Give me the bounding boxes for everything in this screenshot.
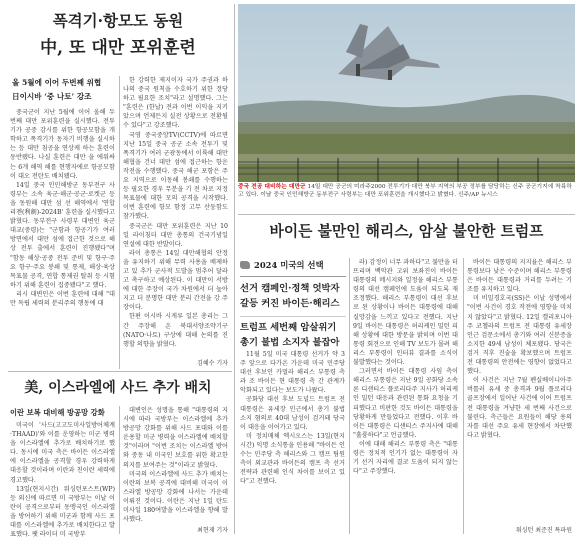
story2-sub-1: 선거 캠페인·정책 엇박자 [240,283,340,294]
paragraph: 미국이 '사드(고고도미사일방어체계·THAAD)'와 이를 운영하는 미군 병력을 이스라엘에 추가로 배치하기로 했다. 동시에 미국 측은 바이든 이스라엘에 이스라엘을 공격할 경우 강력하게 대응할 것이라며 이란과 친이란 세력에 경고했다. [10,422,115,484]
story3-column-2 [123,406,228,524]
sub-divider [240,316,346,317]
paragraph: 14일 중국 인민해방군 동부전구 사령부는 소속 육군·해군·공군·로켓군 등을 동원해 대만 섬 선 해역에서 '연합 리젠(利劍)-2024B' 훈련을 실시했다고 밝혔다. 동부전구 사령부 대변인 육군 대교(중령)는 "군함과 항공기가 여러 방면에서 대만 섬에 접근한 것으로 해상 전투 출에서 훈련이 진행됐다"며 "함동 해상·공중 전투 준비 및 항구·주요 항구·주요 봉쇄 및 통제, 해상·육상 목표물 공격, 연합 통제권 탈취 등 시험하기 위해 훈련이 집중됐다"고 했다. [10,181,115,289]
story3-headline: 美, 이스라엘에 사드 추가 배치 [24,380,212,396]
section-divider [8,371,232,372]
story2-column-1 [240,350,345,533]
news-photo [238,4,575,182]
story3-column-1 [10,421,115,539]
story1-column-1 [10,108,115,366]
story2-byline: 워싱턴 최준진 특파원 [516,527,572,534]
paragraph: 리시 대변인은 이번 훈련에 대해 "대만 독립 세력의 분리주의 행동에 대 [10,290,115,307]
story3-subheading: 이란 보복 대비해 방공망 강화 [10,408,105,417]
photo-caption [238,183,575,209]
paragraph: 중국군은 대만 포위훈련은 지난 10일 라이칭더 대만 총통의 건국기념일 연설에 대한 반발이다. [123,222,228,248]
jet-landing-photo [238,4,575,182]
story1-byline: 김혜수 기자 [197,360,228,367]
column-divider [463,258,464,534]
story3-byline: 최현재 기자 [197,527,228,534]
story2-column-3 [467,258,572,522]
caption-lead: 중국 전공 대비하는 대만군 [238,184,306,190]
story1-headline-line1: 폭격기·항모도 동원 [52,11,184,30]
story2-sub-3: 트럼프 세번째 암살위기 [240,322,337,333]
us-map-icon [240,261,250,269]
caption-text: 14일 대만 공군의 미라주2000 전투기가 대만 북부 지역의 부공 정부를 담당하는 신주 공군기지에 착륙하고 있다. 이날 중국 인민해방군 동부전구 사령부는 대만 포위훈련을 개시했다고 밝혔다. [238,184,572,199]
paragraph: 11월 5일 미국 대통령 선거가 약 3주 앞으로 다가온 가운데 미국 민주당 대선 후보인 카멀라 해리스 부통령 측과 조 바이든 현 대통령 측 간 관계가 악화되고 있다는 보도가 나왔다. [240,351,345,395]
story2-column-2 [353,258,458,533]
paragraph: 공화당 대선 후보 도널드 트럼프 전 대통령은 유세장 인근에서 총기 불법 소지 혐의로 40대 남성이 검거돼 당국이 대응을 이어가고 있다. [240,396,345,431]
photo-credit: 신주/AP 뉴시스 [457,192,498,199]
paragraph: 미 비밀경호국(SS)은 이날 성명에서 "이번 사건이 경호 작전에 영향을 미치지 않았다"고 밝혔다. 12일 캘리포니아주 코첼라의 트럼프 전 대통령 유세장 인근 검문소에서 총기와 여러 신분증을 소지한 49세 남성이 체포됐다. 당국은 검거 직후 진술을 확보했으며 트럼프 전 대통령의 안전에는 영향이 없었다고 했다. [467,295,572,376]
column-divider [119,76,120,369]
story1-subheading-1: 올 5월에 이어 두번째 위협 [12,78,102,87]
paragraph: 이에 대해 해리스 부통령 측은 "대통령은 정치적 인기가 없는 대통령이 자기 선거 자리에 결코 도움이 되지 않는다"고 주장했다. [353,440,458,476]
paragraph: 라) 감정이 너무 과하다"고 불만을 터뜨리며 백악관 고위 보좌진이 바이든 대통령의 메시지와 일정을 해리스 부통령의 대선 캠페인에 도움이 되도록 재조정했다. 해리스 부통령이 대선 후보로 된 상황이나 바이든 대통령에 대해 실망감을 느끼고 있다고 전했다. 지난 9일 바이든 대통령은 허리케인 밀턴 피해 상황에 대한 방문을 밝히며 이번 대통령 회견으로 인해 TV 보도가 몰려 해리스 부통령이 인터뷰 결과를 소식이 불발했다는 것이다. [353,259,458,367]
story2-headline: 바이든 불만인 해리스, 암살 불안한 트럼프 [269,223,544,240]
column-divider [349,258,350,534]
series-kicker [240,259,346,350]
page-divider [234,4,235,534]
paragraph: 국영 중국중앙TV(CCTV)에 따르면 지난 15일 중국 공군 소속 전투기 및 폭격기가 여러 군광동에서 이륙해 대만해협을 건너 대만 섬에 접근하는 항운 작전을 수행했다. 중국 해군 포함은 주요 지역으로 이동해 봉쇄를 수행하는 등 필요한 경우 무분을 기 전 차로 지정 목표물에 대한 모의 공격을 시작했다. 이번 훈련에 항모 함정 고무 산둥함도 참가했다. [123,131,228,221]
paragraph: 한편 이시바 시게루 일본 총리는 그간 주장해 온 북대서양조약기구(NATO·나토) 구상에 대해 논의를 진행할 의향을 밝혔다. [123,313,228,348]
paragraph: 미 정치매체 엑시오스는 13일(현지시간) 익명 소식통을 인용해 "바이든 인수는 민주당 측 해리스와 그 캠프 팀원 측이 외교관과 바이든의 캠프 측 선거 전략과 관련해 인식 차이를 보이고 있다"고 전했다. [240,432,345,486]
paragraph: 13일(현지시간) 워싱턴포스트(WP) 등 외신에 따르면 미 국방부는 이날 이란이 공격으로부터 동맹국인 이스라엘을 방어하기 위해 미군과 함께 사드 포대를 이스라엘에 추가로 배치한다고 발표했다. 팻 라이더 미 국방부 [10,485,115,539]
column-divider [119,406,120,534]
story2-sub-2: 갈등 커진 바이든·해리스 [240,298,340,309]
paragraph: 대변인은 성명을 통해 "대통령의 지시에 따라 국방부는 이스라엘에 추가 방공망 강화를 위해 사드 포대와 이를 운용할 미군 병력을 이스라엘에 배치할 것"이라며 "이번 조치는 이스라엘 방어와 중동 내 미국인 보호를 위한 확고한 의지를 보여주는 것"이라고 밝혔다. [123,407,228,469]
paragraph: 라이 총통은 14일 대만해협의 안정을 유지하기 위해 무력 사용을 배제하고 있 추가 군사적 도발을 멈추어 달라 고 촉구하고 예상된다. 이 대만이 서방에 대한 주장이 국가 차원에서 더 높아지고 더 분명한 대만 분리 간전을 강 주장이다. [123,249,228,312]
paragraph: 미국의 이스라엘에 사드 추가 배치는 이란의 보복 공격에 대비해 미국이 이스라엘 방공망 강화에 나서는 가운데 이뤄진 것이다. 이란은 지난 1일 탄도미사일 180여발을 이스라엘을 향해 발사했다. [123,470,228,524]
story1-headline-line2: 中, 또 대만 포위훈련 [40,38,196,58]
story1-column-2 [123,76,228,354]
paragraph: 한 강력한 제지이자 국가 주권과 하나의 중국 원칙을 수호하기 위한 정당하고 필요한 조치"라고 설명했다. 그는 "훈련은 (한날) 전과 이번 이익을 지키았으며 언제든지 실전 상황으로 전환될 수 있다"고 강조했다. [123,77,228,130]
section-divider [238,214,575,215]
paragraph: 그러면서 바이든 대통령 사임 측이 해리스 부통령은 지난 9일 공화당 소속 론 디샌티스 플로리다주 지사가 허리케인 밀턴 대응과 관련된 통화 요청을 기피했다고 비판한 것도 바이든 대통령을 당황하게 만들었다고 전했다. 이후 바이든 대통령은 디샌티스 주지사에 대해 "훌륭하다"고 언급했다. [353,368,458,439]
story1-subheading-2: 日이시바 ‘중 나토’ 강조 [12,92,92,101]
paragraph: 중국군이 지난 5월에 이어 올해 두 번째 대만 포위훈련을 실시했다. 전투기가 공중 감시를 위한 항공모함을 개학하고 폭격기가 동자기 비행을 실시하는 등 대만 침공을 연상케 하는 훈련이 동반됐다. 나실 훈련은 대만 을 에워싸는 6개 해역 해를 현행자에로 항공모함이 대오 전탄도 배치됐다. [10,109,115,180]
series-rule [240,276,346,277]
paragraph: 이 사건은 지난 7월 펜실베이니아주 버틀러 유세 중 총격과 9월 플로리다 골프장에서 일어난 사건에 이어 트럼프 전 대통령을 겨냥한 세 번째 사건으로 불린다. 측근들은 요원들이 해당 용의자를 대선 주요 유세 현장에서 차단했다고 밝혔다. [467,377,572,439]
series-title: 2024 미국의 선택 [254,260,324,270]
paragraph: 바이든 대통령의 지지율은 해리스 부통령보다 낮은 수준이며 해리스 부통령은 바이든 대통령과 거리를 두려는 기조를 유지하고 있다. [467,259,572,294]
story2-sub-4: 총기 불법 소지자 불잡아 [240,337,340,348]
